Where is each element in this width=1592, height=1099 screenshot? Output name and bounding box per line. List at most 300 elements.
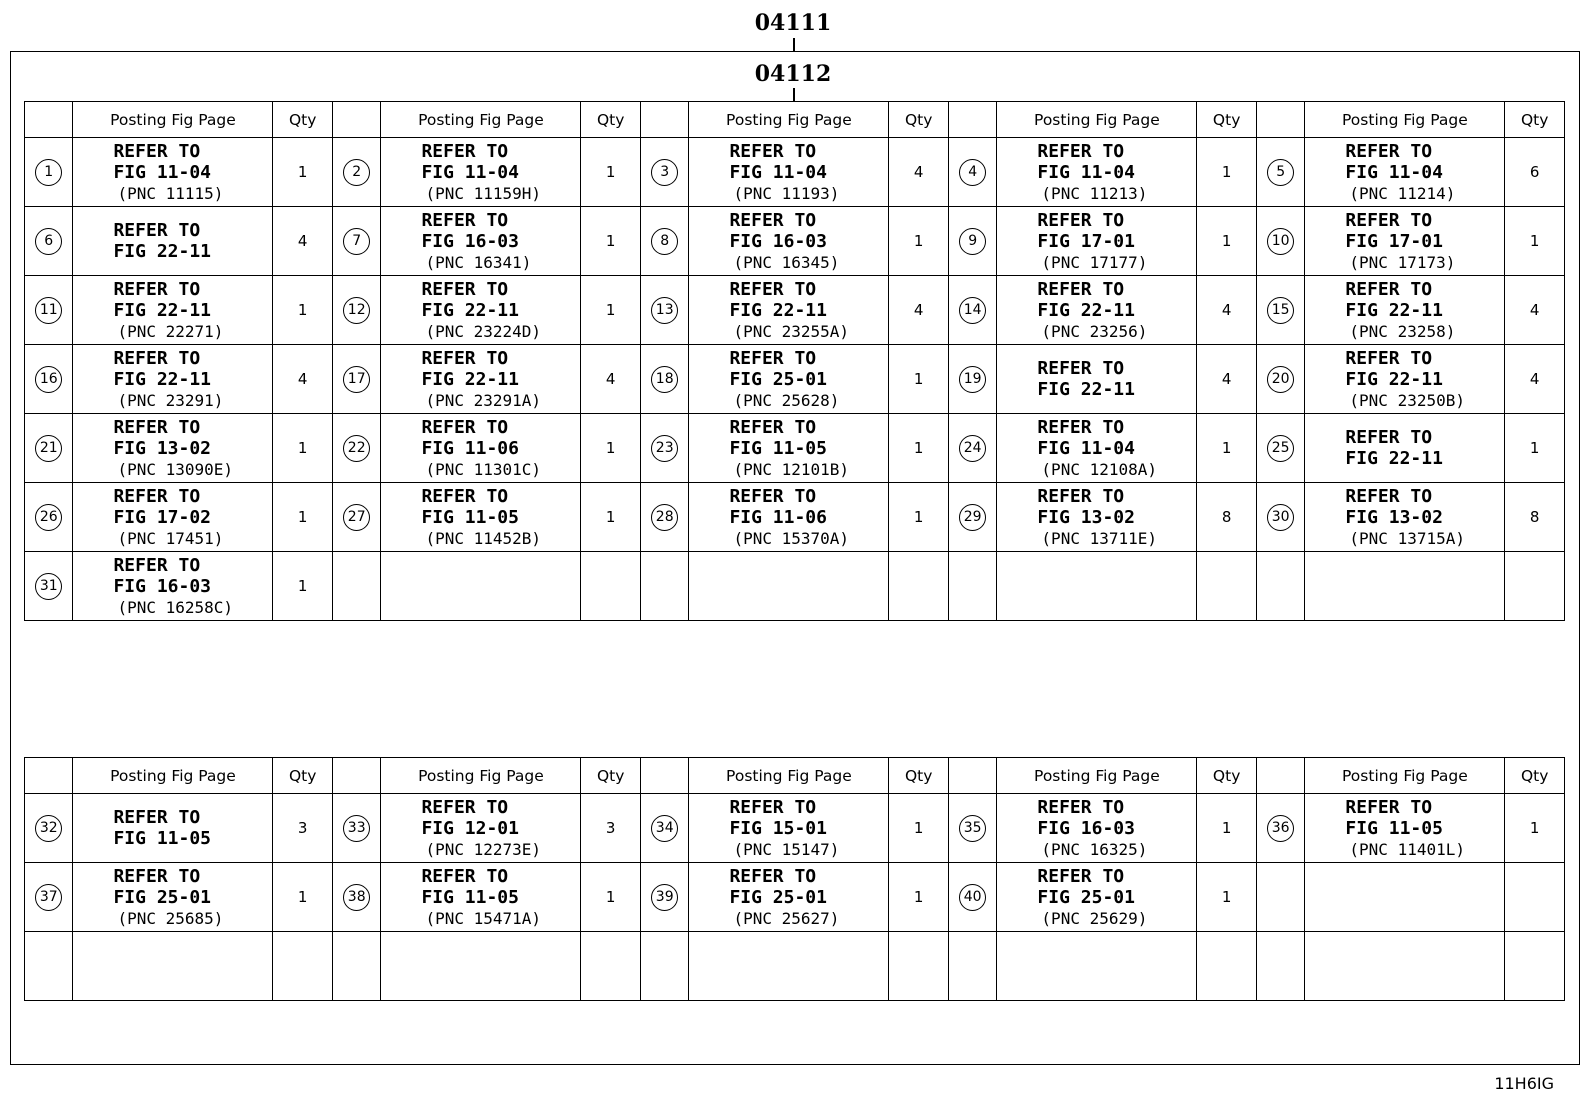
reference-cell: [689, 138, 889, 207]
header-qty: Qty: [889, 102, 949, 138]
circled-item-number: 39: [651, 884, 678, 911]
reference-cell: [997, 414, 1197, 483]
circled-item-number: 12: [343, 297, 370, 324]
qty-cell: 1: [581, 483, 641, 552]
refer-to-text: REFER TO: [1345, 347, 1433, 369]
circled-item-number: 35: [959, 815, 986, 842]
item-number-cell: [640, 207, 688, 276]
circled-item-number: 21: [35, 435, 62, 462]
item-number-cell: [1256, 414, 1304, 483]
qty-cell: 1: [1505, 794, 1565, 863]
circled-item-number: 30: [1267, 504, 1294, 531]
item-number-cell: [332, 932, 380, 1001]
item-number-cell: [640, 138, 688, 207]
fig-reference: FIG 22-11: [113, 299, 212, 321]
header-qty: Qty: [1505, 102, 1565, 138]
fig-reference: FIG 17-02: [113, 506, 212, 528]
fig-reference: FIG 11-05: [421, 506, 519, 528]
circled-item-number: 37: [35, 884, 62, 911]
reference-cell: [73, 483, 273, 552]
reference-cell: [1305, 207, 1505, 276]
refer-to-text: REFER TO: [1345, 278, 1433, 300]
qty-cell: 1: [1197, 207, 1257, 276]
header-posting-fig-page: Posting Fig Page: [73, 758, 273, 794]
reference-cell: [381, 345, 581, 414]
pnc-reference: (PNC 13711E): [1041, 528, 1158, 548]
item-number-cell: [640, 863, 688, 932]
reference-cell: [689, 414, 889, 483]
reference-cell: [73, 552, 273, 621]
qty-cell: 1: [581, 414, 641, 483]
qty-cell: 4: [1505, 345, 1565, 414]
reference-table-2: [24, 757, 1565, 1001]
fig-reference: FIG 12-01: [421, 817, 519, 839]
table-row: [25, 207, 1565, 276]
item-number-cell: [948, 414, 996, 483]
item-number-cell: [332, 138, 380, 207]
reference-cell: [689, 863, 889, 932]
qty-cell: 6: [1505, 138, 1565, 207]
header-num-cell: [1256, 758, 1304, 794]
refer-to-text: REFER TO: [421, 140, 509, 162]
circled-item-number: 1: [35, 159, 62, 186]
reference-cell: [1305, 863, 1505, 932]
refer-to-text: REFER TO: [1037, 209, 1125, 231]
assembly-label-04111: 04111: [754, 10, 832, 36]
qty-cell: 1: [889, 794, 949, 863]
item-number-cell: [1256, 552, 1304, 621]
header-num-cell: [332, 758, 380, 794]
qty-cell: 1: [889, 483, 949, 552]
fig-reference: FIG 11-04: [1037, 161, 1135, 183]
fig-reference: FIG 11-04: [421, 161, 519, 183]
table-header-row: [25, 102, 1565, 138]
table-row: [25, 138, 1565, 207]
pnc-reference: (PNC 11401L): [1349, 839, 1465, 859]
qty-cell: 1: [273, 863, 333, 932]
reference-cell: [1305, 414, 1505, 483]
pnc-reference: (PNC 17173): [1349, 252, 1456, 272]
qty-cell: 4: [273, 207, 333, 276]
item-number-cell: [1256, 207, 1304, 276]
header-num-cell: [1256, 102, 1304, 138]
reference-cell: [73, 414, 273, 483]
circled-item-number: 28: [651, 504, 678, 531]
reference-cell: [381, 932, 581, 1001]
pnc-reference: (PNC 16258C): [117, 597, 234, 617]
reference-cell: [997, 207, 1197, 276]
header-num-cell: [25, 102, 73, 138]
qty-cell: 1: [273, 414, 333, 483]
fig-reference: FIG 16-03: [113, 575, 212, 597]
header-posting-fig-page: Posting Fig Page: [689, 758, 889, 794]
qty-cell: [581, 552, 641, 621]
table-row: [25, 863, 1565, 932]
reference-cell: [997, 794, 1197, 863]
qty-cell: 3: [273, 794, 333, 863]
item-number-cell: [332, 863, 380, 932]
circled-item-number: 7: [343, 228, 370, 255]
qty-cell: 1: [889, 345, 949, 414]
refer-to-text: REFER TO: [1345, 485, 1433, 507]
qty-cell: 1: [581, 276, 641, 345]
qty-cell: 4: [581, 345, 641, 414]
item-number-cell: [332, 345, 380, 414]
fig-reference: FIG 22-11: [113, 241, 212, 262]
item-number-cell: [640, 552, 688, 621]
qty-cell: 1: [1505, 414, 1565, 483]
qty-cell: 1: [581, 207, 641, 276]
circled-item-number: 20: [1267, 366, 1294, 393]
header-qty: Qty: [1197, 758, 1257, 794]
table-header-row: [25, 758, 1565, 794]
item-number-cell: [25, 552, 73, 621]
refer-to-text: REFER TO: [113, 485, 201, 507]
header-num-cell: [332, 102, 380, 138]
pnc-reference: (PNC 15471A): [425, 908, 542, 928]
qty-cell: 1: [273, 483, 333, 552]
circled-item-number: 38: [343, 884, 370, 911]
qty-cell: [1197, 932, 1257, 1001]
item-number-cell: [25, 207, 73, 276]
reference-cell: [689, 276, 889, 345]
reference-cell: [1305, 276, 1505, 345]
fig-reference: FIG 22-11: [421, 368, 519, 390]
fig-reference: FIG 13-02: [1037, 506, 1135, 528]
qty-cell: 1: [1197, 414, 1257, 483]
header-posting-fig-page: Posting Fig Page: [381, 758, 581, 794]
reference-table-1: [24, 101, 1565, 621]
qty-cell: [889, 932, 949, 1001]
qty-cell: [1505, 863, 1565, 932]
circled-item-number: 33: [343, 815, 370, 842]
leader-line-sub: [793, 88, 795, 102]
circled-item-number: 19: [959, 366, 986, 393]
item-number-cell: [1256, 345, 1304, 414]
pnc-reference: (PNC 16341): [425, 252, 532, 272]
header-num-cell: [640, 102, 688, 138]
pnc-reference: (PNC 25629): [1041, 908, 1148, 928]
reference-cell: [381, 483, 581, 552]
fig-reference: FIG 16-03: [1037, 817, 1135, 839]
fig-reference: FIG 11-04: [1037, 437, 1135, 459]
item-number-cell: [640, 483, 688, 552]
illustration-code: 11H6IG: [1494, 1074, 1554, 1093]
qty-cell: 4: [1197, 345, 1257, 414]
reference-cell: [73, 932, 273, 1001]
qty-cell: 1: [1505, 207, 1565, 276]
header-qty: Qty: [273, 758, 333, 794]
refer-to-text: REFER TO: [1345, 209, 1433, 231]
refer-to-text: REFER TO: [421, 416, 509, 438]
circled-item-number: 27: [343, 504, 370, 531]
refer-to-text: REFER TO: [113, 347, 201, 369]
fig-reference: FIG 11-04: [1345, 161, 1443, 183]
item-number-cell: [25, 414, 73, 483]
refer-to-text: REFER TO: [421, 347, 509, 369]
reference-cell: [689, 483, 889, 552]
pnc-reference: (PNC 23256): [1041, 321, 1148, 341]
fig-reference: FIG 13-02: [1345, 506, 1443, 528]
header-posting-fig-page: Posting Fig Page: [689, 102, 889, 138]
pnc-reference: (PNC 23255A): [733, 321, 850, 341]
header-qty: Qty: [581, 102, 641, 138]
pnc-reference: (PNC 23250B): [1349, 390, 1465, 410]
item-number-cell: [948, 932, 996, 1001]
refer-to-text: REFER TO: [1345, 140, 1433, 162]
assembly-label-04112: 04112: [754, 61, 832, 87]
header-posting-fig-page: Posting Fig Page: [997, 758, 1197, 794]
pnc-reference: (PNC 12101B): [733, 459, 850, 479]
reference-cell: [1305, 138, 1505, 207]
header-num-cell: [25, 758, 73, 794]
reference-cell: [73, 138, 273, 207]
table-row: [25, 932, 1565, 1001]
refer-to-text: REFER TO: [1037, 485, 1125, 507]
fig-reference: FIG 22-11: [421, 299, 519, 321]
header-posting-fig-page: Posting Fig Page: [997, 102, 1197, 138]
fig-reference: FIG 25-01: [113, 886, 212, 908]
refer-to-text: REFER TO: [421, 278, 509, 300]
reference-cell: [997, 932, 1197, 1001]
pnc-reference: (PNC 11214): [1349, 183, 1456, 203]
refer-to-text: REFER TO: [1037, 358, 1125, 379]
reference-cell: [689, 932, 889, 1001]
circled-item-number: 4: [959, 159, 986, 186]
circled-item-number: 15: [1267, 297, 1294, 324]
pnc-reference: (PNC 12108A): [1041, 459, 1158, 479]
header-qty: Qty: [1505, 758, 1565, 794]
pnc-reference: (PNC 13715A): [1349, 528, 1465, 548]
fig-reference: FIG 11-04: [729, 161, 827, 183]
circled-item-number: 13: [651, 297, 678, 324]
fig-reference: FIG 22-11: [1037, 379, 1135, 400]
refer-to-text: REFER TO: [113, 554, 201, 576]
circled-item-number: 36: [1267, 815, 1294, 842]
pnc-reference: (PNC 23258): [1349, 321, 1456, 341]
item-number-cell: [948, 794, 996, 863]
reference-cell: [381, 552, 581, 621]
pnc-reference: (PNC 25627): [733, 908, 840, 928]
pnc-reference: (PNC 25685): [117, 908, 224, 928]
pnc-reference: (PNC 23291A): [425, 390, 542, 410]
header-qty: Qty: [581, 758, 641, 794]
table-row: [25, 276, 1565, 345]
qty-cell: 1: [889, 863, 949, 932]
qty-cell: [889, 552, 949, 621]
fig-reference: FIG 11-05: [113, 828, 212, 849]
fig-reference: FIG 11-05: [421, 886, 519, 908]
qty-cell: 4: [889, 276, 949, 345]
item-number-cell: [948, 207, 996, 276]
refer-to-text: REFER TO: [113, 140, 201, 162]
circled-item-number: 5: [1267, 159, 1294, 186]
pnc-reference: (PNC 11213): [1041, 183, 1148, 203]
pnc-reference: (PNC 16325): [1041, 839, 1148, 859]
item-number-cell: [1256, 932, 1304, 1001]
fig-reference: FIG 16-03: [421, 230, 519, 252]
qty-cell: 1: [1197, 794, 1257, 863]
fig-reference: FIG 11-05: [1345, 817, 1443, 839]
fig-reference: FIG 22-11: [1345, 299, 1443, 321]
header-qty: Qty: [889, 758, 949, 794]
pnc-reference: (PNC 11159H): [425, 183, 542, 203]
header-num-cell: [640, 758, 688, 794]
reference-cell: [1305, 345, 1505, 414]
reference-cell: [689, 552, 889, 621]
fig-reference: FIG 17-01: [1345, 230, 1443, 252]
reference-cell: [689, 207, 889, 276]
item-number-cell: [1256, 276, 1304, 345]
circled-item-number: 11: [35, 297, 62, 324]
reference-cell: [381, 276, 581, 345]
circled-item-number: 8: [651, 228, 678, 255]
item-number-cell: [25, 863, 73, 932]
circled-item-number: 34: [651, 815, 678, 842]
fig-reference: FIG 25-01: [729, 368, 827, 390]
refer-to-text: REFER TO: [113, 220, 201, 241]
qty-cell: 8: [1505, 483, 1565, 552]
item-number-cell: [640, 276, 688, 345]
refer-to-text: REFER TO: [729, 865, 817, 887]
reference-cell: [689, 794, 889, 863]
pnc-reference: (PNC 11115): [117, 183, 224, 203]
refer-to-text: REFER TO: [113, 278, 201, 300]
fig-reference: FIG 22-11: [1037, 299, 1135, 321]
fig-reference: FIG 22-11: [113, 368, 212, 390]
header-posting-fig-page: Posting Fig Page: [1305, 758, 1505, 794]
qty-cell: 1: [1197, 863, 1257, 932]
header-num-cell: [948, 102, 996, 138]
item-number-cell: [640, 414, 688, 483]
fig-reference: FIG 22-11: [1345, 368, 1443, 390]
pnc-reference: (PNC 11193): [733, 183, 840, 203]
qty-cell: 1: [273, 138, 333, 207]
circled-item-number: 16: [35, 366, 62, 393]
pnc-reference: (PNC 25628): [733, 390, 840, 410]
qty-cell: 3: [581, 794, 641, 863]
item-number-cell: [25, 794, 73, 863]
item-number-cell: [25, 276, 73, 345]
pnc-reference: (PNC 17451): [117, 528, 224, 548]
refer-to-text: REFER TO: [1037, 796, 1125, 818]
reference-cell: [997, 276, 1197, 345]
fig-reference: FIG 11-06: [421, 437, 519, 459]
refer-to-text: REFER TO: [113, 416, 201, 438]
circled-item-number: 29: [959, 504, 986, 531]
pnc-reference: (PNC 17177): [1041, 252, 1148, 272]
circled-item-number: 23: [651, 435, 678, 462]
reference-cell: [997, 552, 1197, 621]
item-number-cell: [948, 552, 996, 621]
item-number-cell: [948, 276, 996, 345]
header-posting-fig-page: Posting Fig Page: [73, 102, 273, 138]
circled-item-number: 17: [343, 366, 370, 393]
fig-reference: FIG 11-06: [729, 506, 827, 528]
item-number-cell: [948, 138, 996, 207]
item-number-cell: [1256, 863, 1304, 932]
refer-to-text: REFER TO: [729, 485, 817, 507]
pnc-reference: (PNC 12273E): [425, 839, 542, 859]
table-row: [25, 483, 1565, 552]
header-qty: Qty: [273, 102, 333, 138]
refer-to-text: REFER TO: [729, 278, 817, 300]
reference-cell: [997, 483, 1197, 552]
table-row: [25, 794, 1565, 863]
circled-item-number: 25: [1267, 435, 1294, 462]
item-number-cell: [332, 552, 380, 621]
reference-cell: [1305, 483, 1505, 552]
table-row: [25, 414, 1565, 483]
circled-item-number: 26: [35, 504, 62, 531]
item-number-cell: [948, 863, 996, 932]
fig-reference: FIG 25-01: [1037, 886, 1135, 908]
pnc-reference: (PNC 22271): [117, 321, 224, 341]
item-number-cell: [948, 345, 996, 414]
qty-cell: 1: [581, 138, 641, 207]
refer-to-text: REFER TO: [421, 796, 509, 818]
circled-item-number: 14: [959, 297, 986, 324]
fig-reference: FIG 25-01: [729, 886, 827, 908]
circled-item-number: 2: [343, 159, 370, 186]
qty-cell: 4: [889, 138, 949, 207]
item-number-cell: [332, 276, 380, 345]
item-number-cell: [640, 345, 688, 414]
reference-cell: [381, 414, 581, 483]
pnc-reference: (PNC 13090E): [117, 459, 234, 479]
item-number-cell: [332, 207, 380, 276]
reference-cell: [1305, 932, 1505, 1001]
pnc-reference: (PNC 23224D): [425, 321, 542, 341]
reference-cell: [1305, 552, 1505, 621]
item-number-cell: [332, 414, 380, 483]
header-posting-fig-page: Posting Fig Page: [1305, 102, 1505, 138]
fig-reference: FIG 22-11: [729, 299, 827, 321]
qty-cell: 1: [273, 276, 333, 345]
refer-to-text: REFER TO: [729, 347, 817, 369]
fig-reference: FIG 13-02: [113, 437, 212, 459]
circled-item-number: 10: [1267, 228, 1294, 255]
fig-reference: FIG 15-01: [729, 817, 827, 839]
qty-cell: 4: [1505, 276, 1565, 345]
qty-cell: [1197, 552, 1257, 621]
fig-reference: FIG 11-04: [113, 161, 212, 183]
reference-cell: [997, 345, 1197, 414]
circled-item-number: 24: [959, 435, 986, 462]
refer-to-text: REFER TO: [1037, 140, 1125, 162]
refer-to-text: REFER TO: [113, 807, 201, 828]
qty-cell: 4: [1197, 276, 1257, 345]
item-number-cell: [948, 483, 996, 552]
fig-reference: FIG 22-11: [1345, 448, 1443, 469]
pnc-reference: (PNC 11301C): [425, 459, 542, 479]
reference-cell: [381, 207, 581, 276]
refer-to-text: REFER TO: [1037, 865, 1125, 887]
qty-cell: 1: [889, 207, 949, 276]
fig-reference: FIG 17-01: [1037, 230, 1135, 252]
pnc-reference: (PNC 15147): [733, 839, 840, 859]
item-number-cell: [332, 794, 380, 863]
circled-item-number: 6: [35, 228, 62, 255]
item-number-cell: [25, 138, 73, 207]
refer-to-text: REFER TO: [1345, 427, 1433, 448]
reference-cell: [1305, 794, 1505, 863]
pnc-reference: (PNC 16345): [733, 252, 840, 272]
leader-line-top: [793, 38, 795, 52]
reference-cell: [73, 276, 273, 345]
fig-reference: FIG 16-03: [729, 230, 827, 252]
qty-cell: [1505, 552, 1565, 621]
